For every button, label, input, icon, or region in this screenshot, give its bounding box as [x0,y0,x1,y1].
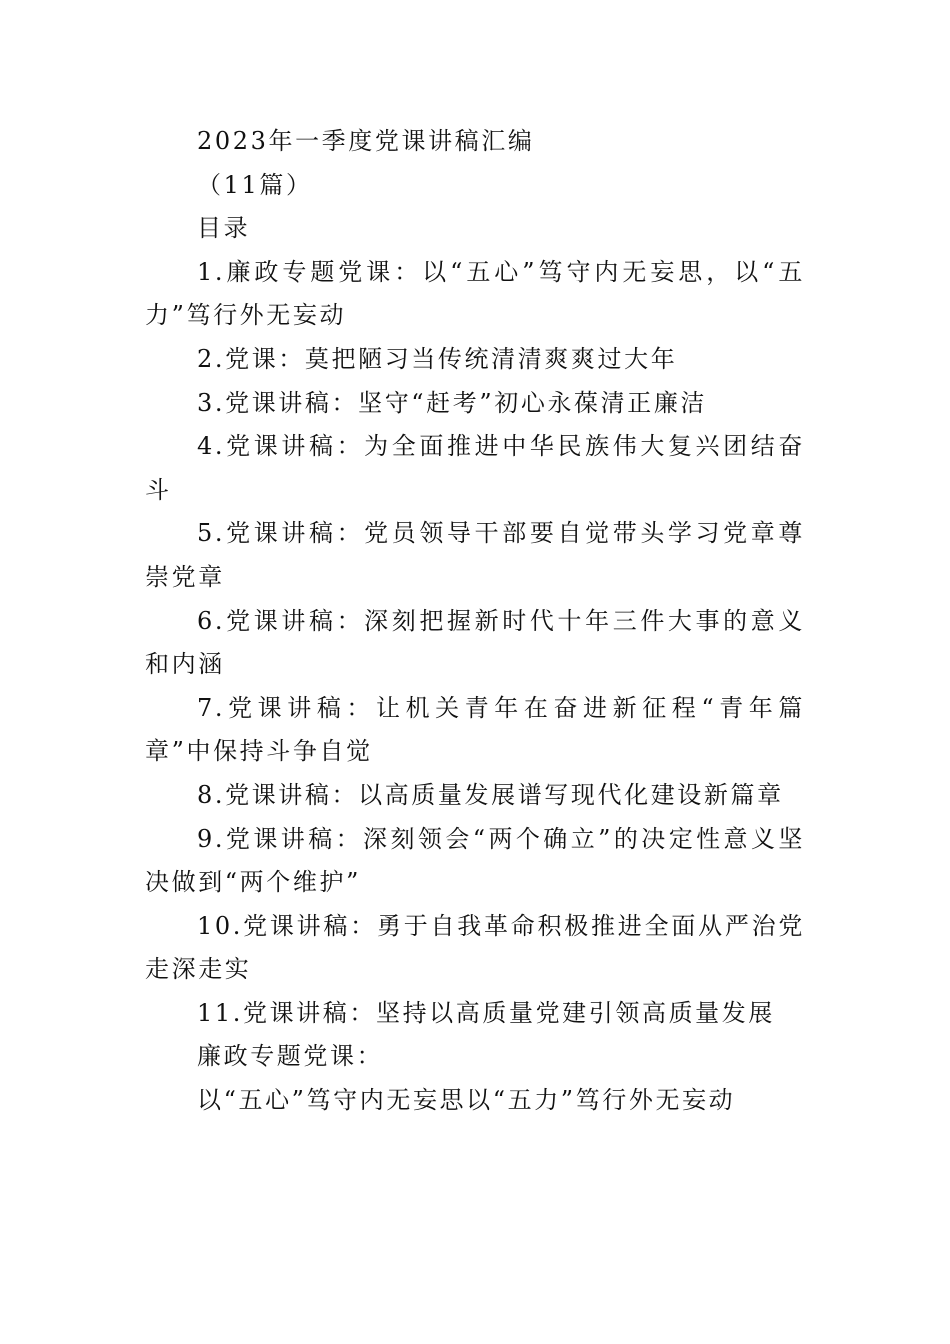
document-title: 2023年一季度党课讲稿汇编 [197,127,535,155]
document-count: （11篇） [197,170,313,199]
toc-item: 2.党课：莫把陋习当传统清清爽爽过大年 [197,344,678,373]
toc-item: 7.党课讲稿：让机关青年在奋进新征程“青年篇章”中保持斗争自觉 [145,693,805,766]
toc-item: 4.党课讲稿：为全面推进中华民族伟大复兴团结奋斗 [145,432,805,504]
toc-item: 11.党课讲稿：坚持以高质量党建引领高质量发展 [197,998,775,1027]
toc-item: 9.党课讲稿：深刻领会“两个确立”的决定性意义坚决做到“两个维护” [145,824,805,897]
toc-heading: 目录 [197,214,251,243]
table-of-contents [145,251,805,1036]
document-body [145,120,805,1123]
section-subtitle: 以“五心”笃守内无妄思以“五力”笃行外无妄动 [197,1086,736,1115]
toc-item: 8.党课讲稿：以高质量发展谱写现代化建设新篇章 [197,780,784,809]
toc-item: 10.党课讲稿：勇于自我革命积极推进全面从严治党走深走实 [145,911,805,984]
toc-item: 5.党课讲稿：党员领导干部要自觉带头学习党章尊崇党章 [145,519,805,591]
toc-item: 1.廉政专题党课：以“五心”笃守内无妄思，以“五力”笃行外无妄动 [145,257,805,330]
toc-item: 3.党课讲稿：坚守“赶考”初心永葆清正廉洁 [197,388,708,417]
toc-item: 6.党课讲稿：深刻把握新时代十年三件大事的意义和内涵 [145,606,805,679]
section-heading: 廉政专题党课： [197,1042,384,1071]
